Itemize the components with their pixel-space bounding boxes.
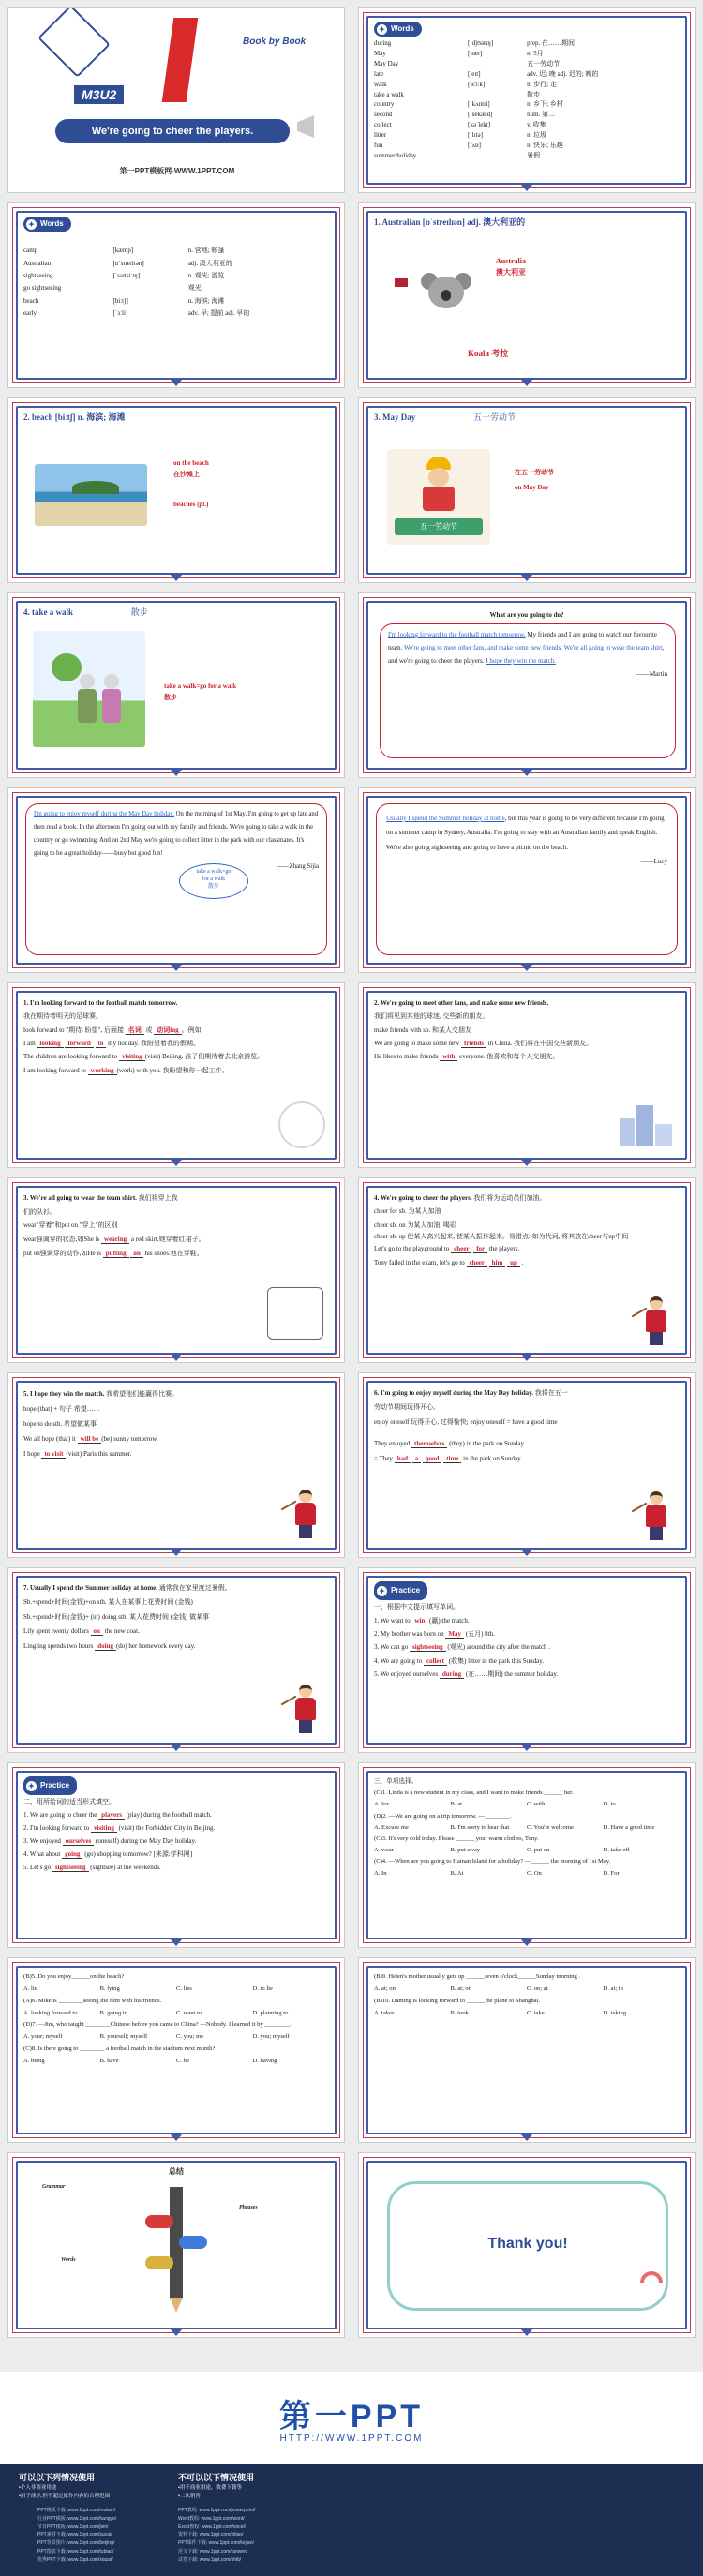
cover-title: We're going to cheer the players. xyxy=(55,119,290,143)
slide-practice-1[interactable]: ✦ Practice 一、根据中文提示填写单词。 1. We want to win (赢) the match. 2. My brother was born on May (五月) 8th. 3. We can go sightseeing (观光) around the city after the match . 4. We are going to collect (收集) litter in the park this Sunday. 5. We enjoyed ourselves during (在……期间) the summer holiday. xyxy=(358,1567,696,1753)
slide-mayday[interactable] xyxy=(358,397,696,583)
plural-form: beaches (pl.) xyxy=(173,501,209,508)
point-heading: 5. I hope they win the match. xyxy=(23,1390,105,1398)
option-row xyxy=(23,2056,329,2068)
option[interactable]: D. Have a good time xyxy=(603,1823,655,1831)
word: take a walk xyxy=(374,90,404,98)
phrase-en: on the beach xyxy=(173,459,209,467)
slide-cover[interactable] xyxy=(7,7,345,193)
summary-words: Words xyxy=(61,2257,76,2263)
callout-bubble: take a walk=go for a walk 散步 xyxy=(179,863,248,899)
phonetic: [leɪt] xyxy=(467,69,481,78)
meaning: 散步 xyxy=(527,90,541,98)
reading-box: I'm looking forward to the football match tomorrow. My friends and I are going to watch our favourite team. We're going to meet other fans, and make some new friends. We're all going to wear the team shirt, and we're going to cheer the players. I hope they win the match. ——Martin xyxy=(380,623,676,758)
phonetic xyxy=(112,282,187,294)
koala-icon xyxy=(421,267,471,316)
walking-couple-illustration xyxy=(33,631,145,747)
watermark: 第一PPT模板网-WWW.1PPT.COM xyxy=(119,167,235,175)
option-row xyxy=(374,1799,680,1810)
word-row xyxy=(374,38,680,49)
meaning: n. 5月 xyxy=(527,50,544,58)
option[interactable]: C. with xyxy=(527,1801,546,1808)
word: Australian xyxy=(23,259,52,267)
compass-icon: ✦ xyxy=(26,219,37,230)
phonetic: [ɒˈstreɪlɪən] xyxy=(112,259,144,267)
option[interactable]: B. at xyxy=(450,1801,462,1808)
question-item: (D)7. —Jim, who taught ________Chinese before you came to China? —Nobody. I learned it by ________. xyxy=(23,2021,292,2029)
option-row xyxy=(374,2008,680,2020)
word: sightseeing xyxy=(23,271,53,279)
option[interactable]: A. looking forward to xyxy=(23,2009,78,2016)
left-usage xyxy=(19,2484,110,2501)
meaning: adv. 早; 提前 adj. 早的 xyxy=(187,308,250,317)
word-row xyxy=(374,151,680,161)
footer-link[interactable]: PPT模板下载: www.1ppt.com/moban/ xyxy=(37,2508,116,2513)
usage-line: •二次销售 xyxy=(178,2493,201,2499)
footer-link[interactable]: PPT教程: www.1ppt.com/powerpoint/ xyxy=(178,2508,256,2513)
option[interactable]: B. at; on xyxy=(450,1984,472,1992)
option[interactable]: D. taking xyxy=(603,2009,627,2016)
walk-note: take a walk=go for a walk xyxy=(164,682,237,690)
option[interactable]: A. takes xyxy=(374,2009,395,2016)
option[interactable]: B. I'm sorry to hear that xyxy=(450,1823,510,1831)
word-row xyxy=(23,258,329,270)
point-heading: 1. I'm looking forward to the football match tomorrow. xyxy=(23,999,178,1007)
words-badge: ✦ Words xyxy=(374,22,422,37)
compass-icon: ✦ xyxy=(377,24,387,35)
option-row xyxy=(23,2031,329,2044)
meaning: 五一劳动节 xyxy=(527,60,561,68)
word-row xyxy=(374,59,680,69)
word-row xyxy=(374,80,680,90)
usage-line: •用于商业用途、收费下载等 xyxy=(178,2485,242,2491)
meaning: adj. 澳大利亚的 xyxy=(187,259,232,267)
mayday-banner: 五一劳动节 xyxy=(395,518,483,535)
option[interactable]: C. be xyxy=(176,2057,189,2064)
point-heading: 2. We're going to meet other fans, and make some new friends. xyxy=(374,999,549,1007)
option[interactable]: B. At xyxy=(450,1869,464,1877)
compass-icon: ✦ xyxy=(377,1586,387,1596)
slide-practice-2[interactable]: ✦ Practice 二、用所给词的适当形式填空。 1. We are going to cheer the players (play) during the football match. 2. I'm looking forward to visiting (visit) the Forbidden City in Beijing. 3. We enjoyed ourselves (oneself) during the May Day holiday. 4. What about going (go) shopping tomorrow? [来源:学科网] 5. Let's go sightseeing (sightsee) at the weekends. xyxy=(7,1762,345,1948)
footer-link[interactable]: PPT图表下载: www.1ppt.com/tubiao/ xyxy=(37,2548,114,2554)
word: early xyxy=(23,308,37,317)
word: camp xyxy=(23,247,38,255)
word: during xyxy=(374,39,392,48)
slide-words-1[interactable] xyxy=(358,7,696,193)
megaphone-icon xyxy=(297,115,325,138)
option[interactable]: D. you; myself xyxy=(252,2033,290,2041)
word: walk xyxy=(374,80,387,88)
thanks-text: Thank you! xyxy=(487,2236,568,2252)
map-label-en: Australia xyxy=(496,257,526,265)
footer-link[interactable]: 资料下载: www.1ppt.com/ziliao/ xyxy=(178,2532,244,2539)
slide-australian[interactable] xyxy=(358,202,696,388)
right-usage xyxy=(178,2484,242,2501)
meaning: v. 收集 xyxy=(527,121,546,129)
slide-point-4[interactable]: 4. We're going to cheer the players. 我们将为运动员们加油。 cheer for sb. 为某人加油 cheer sb. on 为某人加油, 喝彩 cheer sb. up 使某人高兴起来, 使某人振作起来。易错点: 如为代词, 将其放在cheer与up中间 Let's go to the playground to cheer for the players. Tony failed in the exam, let's go to cheer him up . xyxy=(358,1177,696,1363)
question-item: (C)4. —When are you going to Hainan Island for a holiday? —______ the morning of 1st May. xyxy=(374,1858,611,1865)
practice-badge: ✦ Practice xyxy=(23,1776,77,1795)
word-row xyxy=(374,110,680,120)
usage-line: •个人非商业用途 xyxy=(19,2485,57,2491)
option-row xyxy=(23,1984,329,1996)
meaning: n. 观光; 游览 xyxy=(187,271,225,279)
point-heading: 7. Usually I spend the Summer holiday at home. xyxy=(23,1584,158,1592)
decor-diamond xyxy=(37,7,111,78)
compass-icon: ✦ xyxy=(26,1781,37,1791)
phonetic xyxy=(468,59,527,69)
option-row xyxy=(374,1822,680,1834)
note-en: on May Day xyxy=(515,484,549,491)
footer-link[interactable]: Word教程: www.1ppt.com/word/ xyxy=(178,2515,245,2522)
choice-list xyxy=(23,1971,329,2127)
unit-badge: M3U2 xyxy=(74,85,124,104)
question-item: (B)5. Do you enjoy______on the beach? xyxy=(23,1973,125,1980)
phrase-cn: 在沙滩上 xyxy=(173,471,200,478)
footer-link[interactable]: 行业PPT模板: www.1ppt.com/hangye/ xyxy=(37,2515,117,2522)
phonetic: [ˈsaɪtsiːɪŋ] xyxy=(112,271,141,279)
slide-reading-1[interactable] xyxy=(358,592,696,778)
option[interactable]: B. put away xyxy=(450,1847,481,1854)
option[interactable]: C. want to xyxy=(176,2009,202,2016)
word: May Day xyxy=(374,60,399,68)
option[interactable]: B. took xyxy=(450,2009,469,2016)
option[interactable]: C. on; at xyxy=(527,1984,548,1992)
word-row xyxy=(374,130,680,141)
option[interactable]: C. lies xyxy=(176,1984,192,1992)
scarf-icon xyxy=(162,18,199,102)
question-item: (C)3. It's very cold today. Please ______ your warm clothes, Tony. xyxy=(374,1835,539,1842)
option[interactable]: B. lying xyxy=(99,1984,120,1992)
option[interactable]: A. your; myself xyxy=(23,2033,63,2041)
word: go sightseeing xyxy=(23,284,62,292)
globe-icon xyxy=(278,1101,325,1148)
phonetic: [ˈdjʊərɪŋ] xyxy=(467,39,494,48)
question-item: (B)10. Daming is looking forward to ______the plane to Shanghai. xyxy=(374,1997,541,2004)
slide-point-7[interactable]: 7. Usually I spend the Summer holiday at home. 通常我在家里度过暑假。 Sb.+spend+时间(金钱)+on sth. 某人在某事上花费时间 (金钱) Sb.+spend+时间(金钱)+ (in) doing sth. 某人花费时间 (金钱) 做某事 Lily spent twenty dollars on the new coat. Lingling spends two hours doing (do) her homework every day. xyxy=(7,1567,345,1753)
reading-box: Usually I spend the Summer holiday at home, but this year is going to be very different because I'm going on a summer camp in Sydney, Australia. I'm going to stay with an Australian family and speak English. We're also going sightseeing and going to have a picnic on the beach. ——Lucy xyxy=(376,803,678,955)
word: collect xyxy=(374,121,392,129)
buildings-icon xyxy=(620,1101,674,1146)
summary-title: 总结 xyxy=(169,2167,184,2176)
option[interactable]: A. wear xyxy=(374,1847,394,1854)
word-row xyxy=(374,99,680,110)
question-item: (C)8. Is there going to ________ a football match in the stadium next month? xyxy=(23,2045,216,2053)
word-row xyxy=(374,141,680,151)
slide-choice-1[interactable] xyxy=(358,1762,696,1948)
walk-note-cn: 散步 xyxy=(164,694,177,701)
question: What are you going to do? xyxy=(489,611,564,619)
meaning: 观光 xyxy=(187,284,202,292)
phonetic: [kəˈlekt] xyxy=(467,121,491,129)
words-badge: ✦ Words xyxy=(23,217,71,232)
word-list xyxy=(374,38,680,160)
slide-heading: 1. Australian [ɒˈstreɪlɪən] adj. 澳大利亚的 xyxy=(374,217,526,227)
option[interactable]: A. for xyxy=(374,1801,389,1808)
option[interactable]: A. Excuse me xyxy=(374,1823,409,1831)
footer-link[interactable]: 范文下载: www.1ppt.com/fanwen/ xyxy=(178,2548,248,2554)
word-row xyxy=(23,245,329,257)
slide-summary[interactable] xyxy=(7,2152,345,2338)
teacher-icon xyxy=(642,1296,670,1345)
beach-photo xyxy=(35,464,147,526)
signature: ——Zhang Sijia xyxy=(276,862,319,870)
phonetic xyxy=(468,151,527,161)
option[interactable]: C. take xyxy=(527,2009,545,2016)
option[interactable]: D. take off xyxy=(603,1847,630,1854)
option[interactable]: C. On xyxy=(527,1869,542,1877)
phonetic: [kæmp] xyxy=(112,247,134,255)
phonetic: [meɪ] xyxy=(467,50,483,58)
meaning: n. 海滨; 海滩 xyxy=(187,296,225,305)
slide-walk[interactable] xyxy=(7,592,345,778)
word-row xyxy=(23,307,329,320)
point-heading: 6. I'm going to enjoy myself during the May Day holiday. xyxy=(374,1389,533,1397)
slide-point-6[interactable]: 6. I'm going to enjoy myself during the May Day holiday. 我将在五一 劳动节期间玩得开心。 enjoy oneself 玩得开心, 过得愉快; enjoy oneself = have a good time They enjoyed themselves (they) in the park on Sunday. = They had a good time in the park on Sunday. xyxy=(358,1372,696,1558)
footer-link[interactable]: 优秀PPT下载: www.1ppt.com/xiazai/ xyxy=(37,2556,113,2563)
word: late xyxy=(374,69,384,78)
slide-choice-3[interactable] xyxy=(358,1957,696,2143)
right-title: 不可以以下情况使用 xyxy=(178,2473,255,2482)
slide-heading: 2. beach [biːtʃ] n. 海滨; 海滩 xyxy=(23,412,126,422)
signature: ——Martin xyxy=(636,670,667,678)
footer-dark xyxy=(0,2464,703,2576)
footer-link[interactable]: PPT素材下载: www.1ppt.com/sucai/ xyxy=(37,2532,112,2539)
reading-box: I'm going to enjoy myself during the May Day holiday. On the morning of 1st May, I'm going to get up late and then read a book. In the afternoon I'm going out with my family and friends. We're going to take a walk in the country or go swimming. And on 2nd May we're going to collect litter in the park with our classmates. It's going to be a great holiday——busy but good fun! ——Zhang Sijia xyxy=(25,803,327,955)
slide-point-3[interactable]: 3. We're all going to wear the team shirt. 我们将穿上我 们的队衫。 wear"穿着"和put on "穿上"的区别 wear强调穿的状态,如She is wearing a red skirt.她穿着红裙子。 put on强调穿的动作,如He is putting on his shoes.他在穿鞋。 xyxy=(7,1177,345,1363)
option[interactable]: A. In xyxy=(374,1869,387,1877)
word-row xyxy=(23,270,329,282)
choice-list: 三、单项选择。 (C)1. Linda is a new student in my class, and I want to make friends ______ her. A. for B. at C. with D. to (D)2. —We are going on a trip tomorrow. —________. A. Excuse me B. I'm sorry to hear that C. You're welcome D. Have a good time (C)3. It's very cold today. Please ______ your warm clothes, Tony. A. wear B. put away C. put on D. take off (C)4. —When are you going to Hainan Island for a holiday? —______ the morning of 1st May. A. In B. At C. On D. For xyxy=(374,1776,680,1932)
slide-reading-2[interactable] xyxy=(7,787,345,973)
footer-link[interactable]: Excel教程: www.1ppt.com/excel/ xyxy=(178,2524,246,2530)
word: May xyxy=(374,50,386,58)
word-row xyxy=(23,282,329,294)
option-row xyxy=(374,1984,680,1996)
footer-link[interactable]: PPT课件下载: www.1ppt.com/kejian/ xyxy=(178,2540,254,2546)
meaning: n. 快乐; 乐趣 xyxy=(527,141,563,149)
word-row xyxy=(374,49,680,59)
option[interactable]: A. lie xyxy=(23,1984,37,1992)
slide-reading-3[interactable] xyxy=(358,787,696,973)
brand-logo: Book by Book xyxy=(243,37,307,47)
question-item: (B)9. Helen's mother usually gets up ______seven o'clock______Sunday morning . xyxy=(374,1973,581,1980)
meaning: n. 垃圾 xyxy=(527,130,547,139)
usage-line: •用于演示,但不超过原作内容的合理范围 xyxy=(19,2493,110,2499)
word: beach xyxy=(23,296,39,305)
note-cn: 在五一劳动节 xyxy=(515,469,554,476)
word: second xyxy=(374,111,393,119)
meaning: adv. 迟; 晚 adj. 迟的; 晚的 xyxy=(527,69,599,78)
summary-grammar: Grammar xyxy=(42,2184,66,2190)
option[interactable]: D. For xyxy=(603,1869,620,1877)
footer-link[interactable]: 节日PPT模板: www.1ppt.com/jieri/ xyxy=(37,2524,109,2530)
option-row xyxy=(23,2008,329,2020)
question-item: (C)1. Linda is a new student in my class, and I want to make friends ______ her. xyxy=(374,1790,574,1797)
student-drawing-icon xyxy=(267,1287,323,1340)
option[interactable]: B. going to xyxy=(99,2009,127,2016)
option-row xyxy=(374,1845,680,1856)
slide-thanks[interactable] xyxy=(358,2152,696,2338)
teacher-icon xyxy=(642,1491,670,1540)
word-row xyxy=(23,295,329,307)
option[interactable]: A. at; on xyxy=(374,1984,396,1992)
option[interactable]: B. yourself; myself xyxy=(99,2033,148,2041)
word-row xyxy=(374,69,680,80)
option[interactable]: D. planning to xyxy=(252,2009,289,2016)
slide-choice-2[interactable] xyxy=(7,1957,345,2143)
point-heading: 3. We're all going to wear the team shirt. xyxy=(23,1194,137,1202)
option[interactable]: A. being xyxy=(23,2057,45,2064)
practice-badge: ✦ Practice xyxy=(374,1581,427,1600)
map-label-cn: 澳大利亚 xyxy=(496,268,526,277)
option[interactable]: C. You're welcome xyxy=(527,1823,574,1831)
footer-link[interactable]: 试卷下载: www.1ppt.com/shiti/ xyxy=(178,2556,241,2563)
meaning: prep. 在……期间 xyxy=(527,39,576,48)
meaning: num. 第二 xyxy=(527,111,556,119)
question-item: (A)6. Mike is ________seeing the film with his friends. xyxy=(23,1997,162,2004)
phonetic: [ˈɜːli] xyxy=(112,308,128,317)
phonetic: [ˈkʌntri] xyxy=(467,100,490,109)
question-item: (D)2. —We are going on a trip tomorrow. —________. xyxy=(374,1812,512,1820)
slide-words-2[interactable] xyxy=(7,202,345,388)
slide-heading: 3. May Day xyxy=(374,412,416,422)
option[interactable]: D. at; in xyxy=(603,1984,623,1992)
links-left xyxy=(37,2507,116,2564)
meaning: n. 步行; 走 xyxy=(527,80,557,88)
option-row xyxy=(374,1868,680,1880)
choice-list xyxy=(374,1971,680,2127)
option[interactable]: B. have xyxy=(99,2057,119,2064)
footer-link[interactable]: PPT背景图片: www.1ppt.com/beijing/ xyxy=(37,2540,115,2546)
signature: ——Lucy xyxy=(640,858,667,866)
option[interactable]: D. to lie xyxy=(252,1984,273,1992)
option[interactable]: C. you; me xyxy=(176,2033,204,2041)
slide-heading-cn: 五一劳动节 xyxy=(473,412,516,422)
slide-heading-cn: 散步 xyxy=(130,607,148,617)
word-row xyxy=(374,90,680,100)
left-title: 可以以下列情况使用 xyxy=(19,2473,96,2482)
word: litter xyxy=(374,130,387,139)
koala-label: Koala 考拉 xyxy=(468,349,509,358)
word: summer holiday xyxy=(374,151,417,159)
phonetic: [ˈsekənd] xyxy=(467,111,493,119)
meaning: n. 乡下; 乡村 xyxy=(527,100,563,109)
footer-url[interactable]: HTTP://WWW.1PPT.COM xyxy=(279,2434,424,2444)
links-right xyxy=(178,2507,255,2564)
option[interactable]: C. put on xyxy=(527,1847,550,1854)
slide-beach[interactable] xyxy=(7,397,345,583)
option[interactable]: D. to xyxy=(603,1801,616,1808)
footer-panel xyxy=(0,2372,703,2576)
word: fun xyxy=(374,141,383,149)
summary-phrases: Phrases xyxy=(239,2205,258,2210)
meaning: n. 营地; 帐篷 xyxy=(187,247,225,255)
phonetic: [biːtʃ] xyxy=(112,296,128,305)
teacher-icon xyxy=(292,1685,320,1733)
word-list xyxy=(23,245,329,320)
flag-icon xyxy=(395,278,408,287)
slide-point-5[interactable]: 5. I hope they win the match. 我希望他们能赢得比赛。 hope (that) + 句子 希望…… hope to do sth. 希望做某事 We all hope (that) it will be (be) sunny tomorrow. I hope to visit (visit) Paris this summer. xyxy=(7,1372,345,1558)
teacher-icon xyxy=(292,1490,320,1538)
option[interactable]: D. having xyxy=(252,2057,277,2064)
point-heading: 4. We're going to cheer the players. xyxy=(374,1194,472,1202)
slide-point-1[interactable]: 1. I'm looking forward to the football match tomorrow. 我在期待着明天的足球赛。 look forward to "期待, 盼望", 后面接 名词 或 动词ing 。例如: I am looking forward to my holiday. 我盼望着我的假期。 The children are looking forward to visiting (visit) Beijing. 孩子们期待着去北京游览。 I am looking forward to working (work) with you. 我盼望和你一起工作。 xyxy=(7,982,345,1168)
word-row xyxy=(374,120,680,130)
slide-point-2[interactable]: 2. We're going to meet other fans, and make some new friends. 我们将见到其他的球迷, 交些新的朋友。 make friends with sb. 和某人交朋友 We are going to make some new friends in China. 我们将在中国交些新朋友。 He likes to make friends with everyone. 他喜欢和每个人交朋友。 xyxy=(358,982,696,1168)
pencil-icon xyxy=(155,2187,198,2318)
slide-heading: 4. take a walk xyxy=(23,607,74,617)
phonetic xyxy=(468,90,527,100)
footer-logo: 第一PPT xyxy=(278,2399,425,2434)
phonetic: [fʌn] xyxy=(467,141,481,149)
meaning: 暑假 xyxy=(527,151,541,159)
worker-illustration xyxy=(387,449,490,545)
phonetic: [ˈlɪtə] xyxy=(467,130,483,139)
phonetic: [wɔːk] xyxy=(467,80,486,88)
word: country xyxy=(374,100,395,109)
